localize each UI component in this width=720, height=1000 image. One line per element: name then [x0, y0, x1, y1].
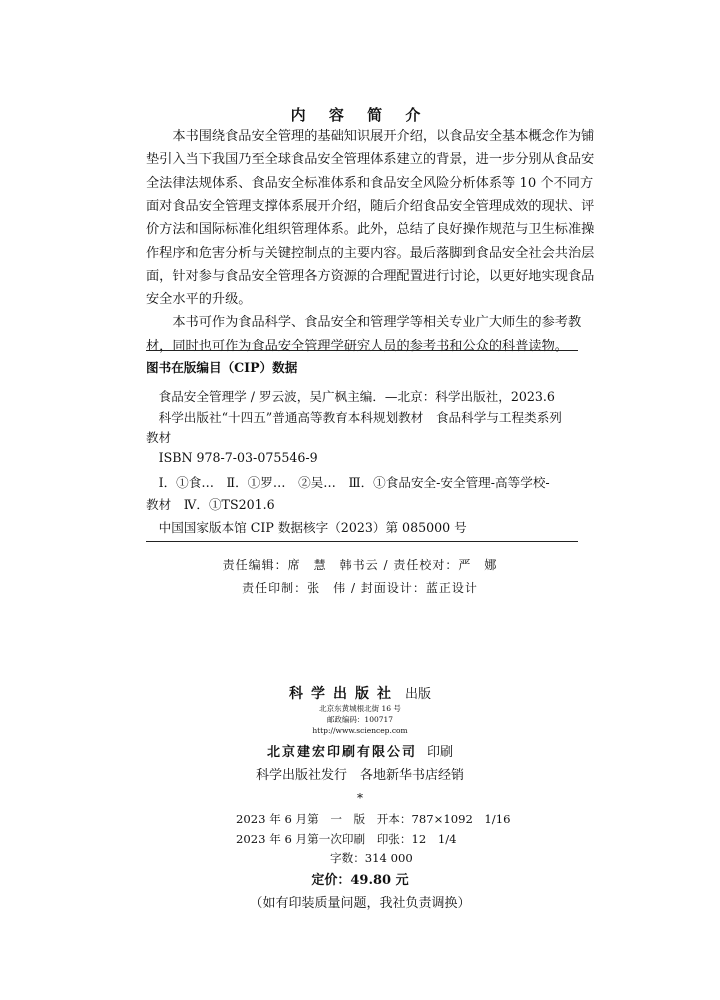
- distribution-line: 科学出版社发行 各地新华书店经销: [255, 768, 464, 783]
- editor-credits: 责任编辑：席 慧 韩书云 / 责任校对：严 娜: [222, 558, 498, 572]
- summary-line: 作程序和危害分析与关键控制点的主要内容。最后落脚到食品安全社会共治层: [146, 245, 595, 261]
- cip-series-line-2: 教材: [146, 430, 172, 445]
- summary-line: 安全水平的升级。: [146, 292, 252, 308]
- print-credits: 责任印制：张 伟 / 封面设计：蓝正设计: [242, 581, 478, 595]
- cip-number: 中国国家版本馆 CIP 数据核字（2023）第 085000 号: [146, 520, 467, 535]
- summary-heading: 内 容 简 介: [290, 106, 430, 124]
- cip-classification-line: Ⅰ．①食… Ⅱ．①罗… ②吴… Ⅲ．①食品安全-安全管理-高等学校-: [146, 475, 550, 490]
- cip-top-rule: [146, 350, 578, 351]
- cip-classification-line-2: 教材 Ⅳ．①TS201.6: [146, 497, 275, 512]
- summary-line: 本书围绕食品安全管理的基础知识展开介绍，以食品安全基本概念作为铺: [146, 129, 595, 144]
- summary-line: 面，针对参与食品安全管理各方资源的合理配置进行讨论，以更好地实现食品: [146, 268, 595, 284]
- summary-line: 本书可作为食品科学、食品安全和管理学等相关专业广大师生的参考教: [146, 315, 582, 331]
- printing-line: 2023 年 6 月第一次印刷 印张：12 1/4: [236, 832, 457, 846]
- printer-name: 北京建宏印刷有限公司: [266, 745, 417, 760]
- edition-line: 2023 年 6 月第 一 版 开本：787×1092 1/16: [236, 812, 511, 826]
- printer-suffix: 印刷: [427, 745, 454, 760]
- publisher-url: http://www.sciencep.com: [312, 726, 408, 735]
- publisher-name: 科学出版社: [288, 686, 399, 702]
- summary-line: 材，同时也可作为食品安全管理学研究人员的参考书和公众的科普读物。: [146, 338, 568, 354]
- summary-line: 价方法和国际标准化组织管理体系。此外，总结了良好操作规范与卫生标准操: [146, 222, 595, 238]
- cip-bottom-rule: [146, 541, 578, 542]
- summary-line: 全法律法规体系、食品安全标准体系和食品安全风险分析体系等 10 个不同方: [146, 175, 594, 191]
- printer-line: [0, 741, 720, 760]
- cip-series-line: 科学出版社“十四五”普通高等教育本科规划教材 食品科学与工程类系列: [146, 410, 562, 425]
- word-count: 字数：314 000: [330, 851, 413, 865]
- publisher-suffix: 出版: [404, 687, 431, 702]
- price: 定价：49.80 元: [311, 873, 409, 888]
- cip-title-line: 食品安全管理学 / 罗云波，吴广枫主编．—北京：科学出版社，2023.6: [146, 389, 555, 404]
- cip-isbn: ISBN 978-7-03-075546-9: [146, 450, 318, 465]
- summary-line: 垫引入当下我国乃至全球食品安全管理体系建立的背景，进一步分别从食品安: [146, 152, 595, 168]
- separator-star: *: [357, 791, 363, 805]
- cip-heading: 图书在版编目（CIP）数据: [146, 360, 298, 375]
- summary-line: 面对食品安全管理支撑体系展开介绍，随后介绍食品安全管理成效的现状、评: [146, 198, 595, 214]
- publisher-address: 北京东黄城根北街 16 号: [319, 704, 401, 713]
- quality-notice: （如有印装质量问题，我社负责调换）: [249, 896, 471, 911]
- publisher-line: [0, 683, 720, 703]
- publisher-postcode: 邮政编码：100717: [326, 715, 394, 724]
